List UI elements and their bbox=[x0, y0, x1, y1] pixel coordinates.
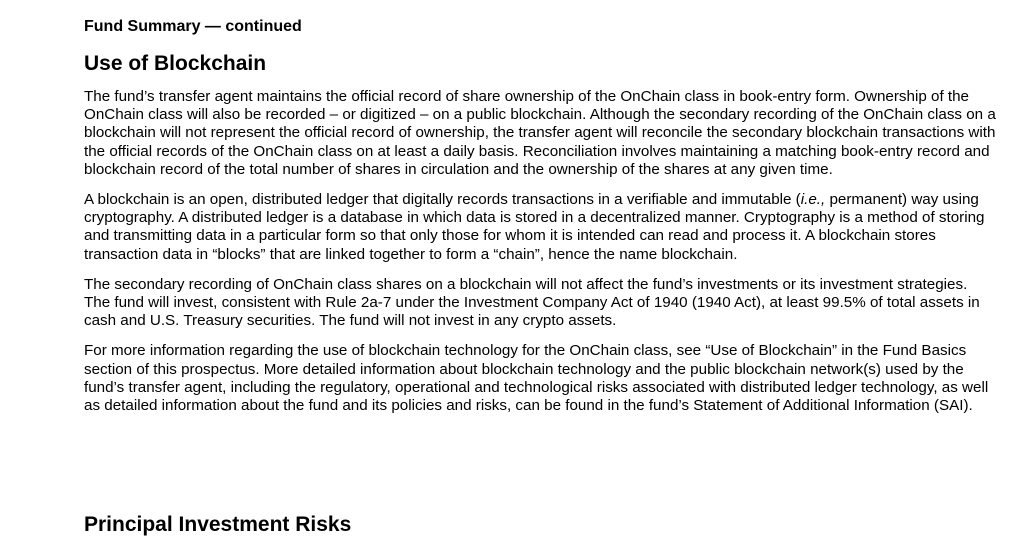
paragraph-investment-strategy: The secondary recording of OnChain class shares on a blockchain will not affect the fund’s investments or its investment strategies. The fund will invest, consistent with Rule 2a-7 under the Investment Company Act of 1940 (1940 Act), at least 99.5% of total assets in cash and U.S. Treasury securities. The fund will not invest in any crypto assets. bbox=[84, 275, 980, 330]
paragraph-text-before: A blockchain is an open, distributed ledger that digitally records transactions in a verifiable and immutable ( bbox=[84, 191, 801, 209]
paragraph-ownership-record: The fund’s transfer agent maintains the official record of share ownership of the OnChain class in book-entry form. Ownership of the OnChain class will also be recorded – or digitized – on a public blockchain. Although the secondary recording of the OnChain class on a blockchain will not represent the official record of ownership, the transfer agent will reconcile the secondary blockchain transactions with the official records of the OnChain class on at least a daily basis. Reconciliation involves maintaining a matching book-entry record and blockchain record of the total number of shares in circulation and the ownership of the shares at any given time. bbox=[84, 88, 996, 178]
section-body bbox=[84, 88, 996, 427]
section-title: Use of Blockchain bbox=[84, 52, 267, 75]
paragraph-more-information: For more information regarding the use of blockchain technology for the OnChain class, see “Use of Blockchain” in the Fund Basics section of this prospectus. More detailed information about blockchain technology and the public blockchain network(s) used by the fund’s transfer agent, including the regulatory, operational and technological risks associated with distributed ledger technology, as well as detailed information about the fund and its policies and risks, can be found in the fund’s Statement of Additional Information (SAI). bbox=[84, 342, 989, 415]
paragraph-text-italic: i.e., bbox=[800, 191, 826, 209]
paragraph-text-after: permanent) way using cryptography. A distributed ledger is a database in which data is stored in a decentralized manner. Cryptography is a method of storing and transmitting data in a particular form so that only those for whom it is intended can read and process it. A blockchain stores transaction data in “blocks” that are linked together to form a “chain”, hence the name blockchain. bbox=[84, 191, 985, 263]
running-header: Fund Summary — continued bbox=[84, 18, 302, 35]
paragraph-blockchain-definition bbox=[84, 191, 996, 264]
next-section-title: Principal Investment Risks bbox=[84, 513, 352, 536]
